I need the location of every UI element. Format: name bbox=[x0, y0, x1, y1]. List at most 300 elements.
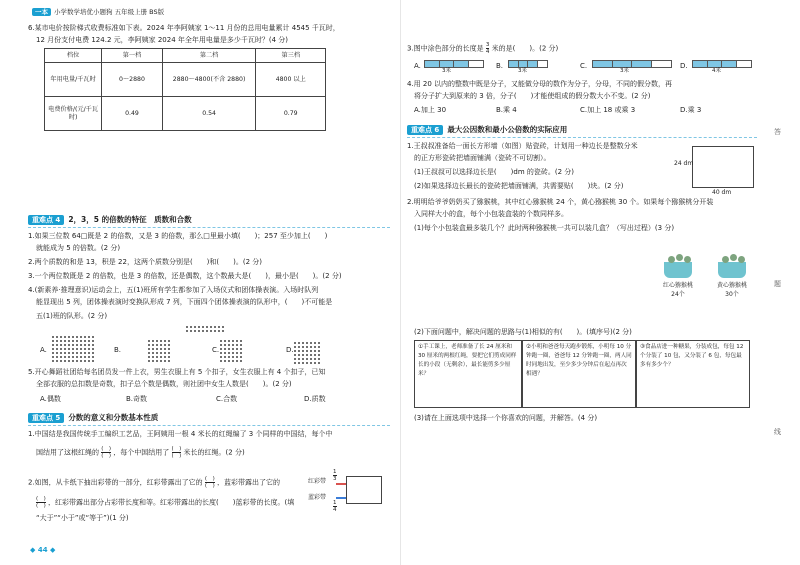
section-tag: 重难点 6 bbox=[407, 125, 443, 136]
formation-dot bbox=[160, 348, 162, 350]
blank-fraction[interactable]: $\frac{( )}{( )}$ bbox=[171, 446, 182, 459]
section-tag: 重难点 5 bbox=[28, 413, 64, 424]
formation-option-a-label[interactable]: A. bbox=[40, 346, 47, 354]
formation-dot bbox=[294, 346, 296, 348]
segment-bar-c bbox=[592, 60, 672, 68]
formation-dot bbox=[224, 344, 226, 346]
formation-dot bbox=[214, 326, 216, 328]
formation-dot bbox=[56, 352, 58, 354]
s5q1-line1: 1.中国结是我国传统手工编织工艺品，王阿姨用一根 4 米长的红绳编了 3 个同样的中国结，每个中 bbox=[28, 430, 333, 438]
s4q5-option-c[interactable]: C.合数 bbox=[216, 395, 238, 403]
q6-line1: 6.某市电价按阶梯式收费标准如下表。2024 年李阿姨家 1～11 月份的总用电量累计 4545 千瓦时， bbox=[28, 24, 340, 32]
formation-dot bbox=[318, 350, 320, 352]
formation-dot bbox=[302, 358, 304, 360]
formation-dot bbox=[306, 350, 308, 352]
bar-segment bbox=[693, 61, 708, 67]
blue-fraction: $\frac{1}{4}$ bbox=[333, 500, 337, 513]
formation-dot bbox=[190, 326, 192, 328]
formation-dot bbox=[222, 330, 224, 332]
formation-dot bbox=[56, 360, 58, 362]
r-q4-option-c[interactable]: C.加上 18 或乘 3 bbox=[580, 106, 636, 114]
formation-dot bbox=[232, 360, 234, 362]
formation-dot bbox=[52, 356, 54, 358]
red-fraction: $\frac{1}{3}$ bbox=[333, 469, 337, 482]
formation-dot bbox=[232, 340, 234, 342]
formation-d-dots bbox=[294, 342, 320, 364]
formation-dot bbox=[228, 356, 230, 358]
formation-dot bbox=[148, 352, 150, 354]
formation-dot bbox=[220, 344, 222, 346]
formation-dot bbox=[64, 344, 66, 346]
r-q3: 3.图中涂色部分的长度是 $\frac{3}{4}$ 米的是( )。(2 分) bbox=[407, 42, 559, 55]
margin-char: 答 bbox=[774, 128, 781, 136]
formation-dot bbox=[148, 344, 150, 346]
bar-segment bbox=[425, 61, 440, 67]
s4q5-line1: 5.开心舞蹈社团给每名团员发一件上衣，男生衣服上有 5 个扣子，女生衣服上有 4 个扣子，已知 bbox=[28, 368, 326, 376]
formation-dot bbox=[228, 352, 230, 354]
formation-dot bbox=[92, 348, 94, 350]
formation-dot bbox=[72, 352, 74, 354]
formation-dot bbox=[236, 352, 238, 354]
table-cell: 电费价格/(元/千瓦时) bbox=[45, 97, 102, 131]
formation-dot bbox=[164, 348, 166, 350]
formation-dot bbox=[80, 360, 82, 362]
formation-dot bbox=[318, 346, 320, 348]
formation-dot bbox=[56, 340, 58, 342]
formation-dot bbox=[84, 356, 86, 358]
s4q1-line2: 就能成为 5 的倍数。(2 分) bbox=[36, 244, 121, 252]
formation-dot bbox=[92, 344, 94, 346]
formation-dot bbox=[76, 360, 78, 362]
formation-dot bbox=[206, 326, 208, 328]
formation-dot bbox=[84, 360, 86, 362]
formation-a-dots bbox=[52, 336, 94, 364]
formation-dot bbox=[314, 342, 316, 344]
formation-dot bbox=[310, 354, 312, 356]
formation-dot bbox=[56, 344, 58, 346]
formation-dot bbox=[314, 354, 316, 356]
formation-dot bbox=[52, 360, 54, 362]
s6q1-b: (2)如果选择边长最长的瓷砖把墙面铺满，共需要贴( )块。(2 分) bbox=[414, 182, 624, 190]
formation-dot bbox=[52, 336, 54, 338]
formation-dot bbox=[224, 340, 226, 342]
s6q2-b: (2)下面问题中，解决问题的思路与(1)相似的有( )。(填序号)(2 分) bbox=[414, 328, 632, 336]
bar-segment bbox=[652, 61, 672, 67]
r-q3-option-a[interactable]: A. bbox=[414, 62, 421, 70]
table-cell: 年用电量/千瓦时 bbox=[45, 63, 102, 97]
blank-fraction[interactable]: $\frac{( )}{( )}$ bbox=[101, 446, 112, 459]
wall-rectangle bbox=[692, 146, 754, 188]
formation-dot bbox=[76, 340, 78, 342]
formation-dot bbox=[236, 356, 238, 358]
blue-ribbon bbox=[336, 497, 346, 499]
formation-dot bbox=[236, 348, 238, 350]
formation-dot bbox=[68, 344, 70, 346]
formation-dot bbox=[310, 342, 312, 344]
section-4-heading bbox=[28, 214, 390, 226]
formation-dot bbox=[240, 356, 242, 358]
formation-dot bbox=[168, 344, 170, 346]
formation-dot bbox=[240, 340, 242, 342]
formation-dot bbox=[156, 360, 158, 362]
segment-bar-b bbox=[508, 60, 548, 68]
formation-dot bbox=[68, 356, 70, 358]
formation-dot bbox=[186, 330, 188, 332]
formation-dot bbox=[310, 358, 312, 360]
formation-dot bbox=[64, 352, 66, 354]
section-tag: 重难点 4 bbox=[28, 215, 64, 226]
formation-dot bbox=[164, 356, 166, 358]
formation-dot bbox=[218, 330, 220, 332]
r-q3-option-c[interactable]: C. bbox=[580, 62, 588, 70]
table-header: 第三档 bbox=[256, 49, 326, 63]
formation-dot bbox=[152, 356, 154, 358]
s5q1-line2: 国结用了这根红绳的 $\frac{( )}{( )}$ ，每个中国结用了 $\frac{( )}{( )}$ 米长的红绳。(2 分) bbox=[36, 446, 245, 459]
s6q2-a: (1)每个小包装盒最多装几个？此时两种猕猴桃一共可以装几盒？（写出过程）(3 分) bbox=[414, 224, 675, 232]
section-title: 最大公因数和最小公倍数的实际应用 bbox=[447, 125, 568, 135]
formation-dot bbox=[84, 340, 86, 342]
formation-dot bbox=[168, 348, 170, 350]
formation-dot bbox=[232, 352, 234, 354]
formation-dot bbox=[88, 336, 90, 338]
formation-dot bbox=[302, 342, 304, 344]
formation-dot bbox=[160, 356, 162, 358]
formation-option-b-label[interactable]: B. bbox=[114, 346, 122, 354]
formation-dot bbox=[202, 326, 204, 328]
table-header: 第一档 bbox=[102, 49, 163, 63]
formation-dot bbox=[80, 336, 82, 338]
bar-segment bbox=[737, 61, 752, 67]
formation-dot bbox=[228, 348, 230, 350]
formation-c-dots bbox=[220, 340, 244, 364]
formation-b-dots bbox=[148, 340, 172, 364]
r-q4-option-b[interactable]: B.乘 4 bbox=[496, 106, 517, 114]
blank-fraction[interactable]: $\frac{( )}{( )}$ bbox=[36, 496, 46, 509]
bar-segment bbox=[708, 61, 723, 67]
bar-segment bbox=[519, 61, 529, 67]
formation-dot bbox=[164, 352, 166, 354]
section-title: 分数的意义和分数基本性质 bbox=[68, 413, 159, 423]
s4q5-option-d[interactable]: D.质数 bbox=[304, 395, 326, 403]
margin-char: 题 bbox=[774, 280, 781, 288]
formation-dot bbox=[298, 342, 300, 344]
electricity-table bbox=[44, 48, 326, 131]
page-spine bbox=[400, 0, 401, 565]
formation-dot bbox=[206, 330, 208, 332]
formation-dot bbox=[56, 336, 58, 338]
formation-dot bbox=[72, 344, 74, 346]
formation-dot bbox=[228, 360, 230, 362]
formation-dot bbox=[168, 340, 170, 342]
red-ribbon bbox=[336, 483, 346, 485]
formation-dot bbox=[298, 358, 300, 360]
formation-dot bbox=[220, 340, 222, 342]
formation-dot bbox=[228, 340, 230, 342]
formation-dot bbox=[60, 348, 62, 350]
s4q1-line1: 1.如果三位数 64□既是 2 的倍数，又是 3 的倍数，那么□里最小填( )；257 至少加上( ) bbox=[28, 232, 328, 240]
formation-dot bbox=[72, 360, 74, 362]
card-paper bbox=[346, 476, 382, 504]
yellow-kiwi-label: 黄心猕猴桃 bbox=[716, 282, 747, 289]
formation-dot bbox=[198, 326, 200, 328]
formation-dot bbox=[76, 348, 78, 350]
formation-dot bbox=[72, 348, 74, 350]
formation-dot bbox=[156, 340, 158, 342]
formation-dot bbox=[156, 344, 158, 346]
formation-dot bbox=[52, 344, 54, 346]
similar-problem-1: ①手工课上，老师准备了长 24 厘米和 30 厘米的两根红绳，要把它们剪成同样长的小段（无剩余），最长能剪多少厘米？ bbox=[414, 340, 522, 408]
formation-dot bbox=[164, 360, 166, 362]
formation-dot bbox=[164, 340, 166, 342]
s5q2-line3: “大于”“小于”或“等于”)(1 分) bbox=[36, 514, 129, 522]
formation-dot bbox=[76, 344, 78, 346]
bar-segment bbox=[632, 61, 652, 67]
formation-dot bbox=[236, 360, 238, 362]
formation-dot bbox=[76, 352, 78, 354]
formation-dot bbox=[220, 356, 222, 358]
formation-dot bbox=[92, 360, 94, 362]
s6q1-a: (1)王叔叔可以选择边长是( )dm 的瓷砖。(2 分) bbox=[414, 168, 575, 176]
formation-dot bbox=[222, 326, 224, 328]
formation-dot bbox=[92, 356, 94, 358]
formation-dot bbox=[210, 330, 212, 332]
formation-dot bbox=[76, 336, 78, 338]
formation-top-dots bbox=[186, 326, 226, 334]
formation-dot bbox=[52, 348, 54, 350]
formation-dot bbox=[84, 344, 86, 346]
formation-dot bbox=[64, 356, 66, 358]
s6q1-line2: 的正方形瓷砖把墙面铺满（瓷砖不可切割）。 bbox=[414, 154, 551, 162]
table-cell: 4800 以上 bbox=[256, 63, 326, 97]
formation-dot bbox=[232, 348, 234, 350]
formation-dot bbox=[148, 356, 150, 358]
formation-dot bbox=[294, 354, 296, 356]
formation-dot bbox=[68, 348, 70, 350]
formation-dot bbox=[156, 356, 158, 358]
formation-dot bbox=[64, 348, 66, 350]
formation-dot bbox=[318, 362, 320, 364]
s4q3: 3.一个两位数既是 2 的倍数，也是 3 的倍数，还是偶数，这个数最大是( )，最小是( )。(2 分) bbox=[28, 272, 342, 280]
formation-dot bbox=[160, 352, 162, 354]
formation-dot bbox=[80, 356, 82, 358]
wall-width-label: 40 dm bbox=[712, 189, 732, 196]
formation-dot bbox=[314, 358, 316, 360]
formation-dot bbox=[240, 348, 242, 350]
formation-dot bbox=[168, 356, 170, 358]
formation-dot bbox=[228, 344, 230, 346]
formation-dot bbox=[88, 360, 90, 362]
formation-dot bbox=[232, 356, 234, 358]
table-cell: 0～2880 bbox=[102, 63, 163, 97]
formation-dot bbox=[60, 344, 62, 346]
formation-dot bbox=[314, 350, 316, 352]
formation-dot bbox=[220, 360, 222, 362]
header-title: 小学数学培优小题狗 五年级上册 BS版 bbox=[54, 8, 165, 16]
formation-dot bbox=[160, 340, 162, 342]
formation-dot bbox=[64, 336, 66, 338]
yellow-kiwi-count: 30个 bbox=[725, 291, 739, 298]
formation-dot bbox=[210, 326, 212, 328]
page-number: ◆ 44 ◆ bbox=[30, 546, 56, 554]
similar-problem-3: ③食品店进一种糖果，分装成包，每包 12 个分装了 10 包，又分装了 6 包，每包最多有多少个？ bbox=[636, 340, 750, 408]
formation-dot bbox=[52, 352, 54, 354]
segment-bar-d bbox=[692, 60, 752, 68]
formation-dot bbox=[148, 340, 150, 342]
formation-dot bbox=[232, 344, 234, 346]
bar-d-label: 4米 bbox=[712, 68, 721, 74]
margin-char: 线 bbox=[774, 428, 781, 436]
s4q4-line1: 4.(新素养·推理意识)运动会上，五(1)班所有学生都参加了入场仪式和团体操表演。入场时队列 bbox=[28, 286, 319, 294]
table-header: 档位 bbox=[45, 49, 102, 63]
formation-dot bbox=[72, 356, 74, 358]
red-kiwi-count: 24个 bbox=[671, 291, 685, 298]
formation-dot bbox=[224, 356, 226, 358]
formation-dot bbox=[72, 340, 74, 342]
formation-dot bbox=[160, 360, 162, 362]
formation-dot bbox=[152, 360, 154, 362]
formation-dot bbox=[240, 352, 242, 354]
formation-option-c-label[interactable]: C. bbox=[212, 346, 220, 354]
s4q4-line2: 能显现出 5 列，团体操表演时变换队形成 7 列，下面四个团体操表演的队形中，( )不可能是 bbox=[36, 298, 333, 306]
formation-dot bbox=[220, 352, 222, 354]
table-cell: 0.54 bbox=[162, 97, 256, 131]
blue-ribbon-label: 蓝彩带 bbox=[308, 494, 327, 501]
formation-dot bbox=[318, 342, 320, 344]
formation-dot bbox=[224, 360, 226, 362]
s4q2: 2.两个质数的和是 13，积是 22，这两个质数分别是( )和( )。(2 分) bbox=[28, 258, 263, 266]
formation-dot bbox=[80, 344, 82, 346]
formation-dot bbox=[186, 326, 188, 328]
formation-dot bbox=[194, 330, 196, 332]
formation-option-d-label[interactable]: D. bbox=[286, 346, 294, 354]
formation-dot bbox=[84, 352, 86, 354]
s6q2-line2: 入同样大小的盒，每个小包装盒装的个数同样多。 bbox=[414, 210, 568, 218]
formation-dot bbox=[92, 352, 94, 354]
formation-dot bbox=[152, 344, 154, 346]
formation-dot bbox=[76, 356, 78, 358]
formation-dot bbox=[298, 354, 300, 356]
formation-dot bbox=[152, 352, 154, 354]
formation-dot bbox=[310, 350, 312, 352]
formation-dot bbox=[240, 360, 242, 362]
bar-segment bbox=[528, 61, 538, 67]
formation-dot bbox=[310, 346, 312, 348]
table-cell: 0.49 bbox=[102, 97, 163, 131]
formation-dot bbox=[84, 348, 86, 350]
formation-dot bbox=[156, 352, 158, 354]
formation-dot bbox=[60, 336, 62, 338]
formation-dot bbox=[298, 346, 300, 348]
red-kiwi-label: 红心猕猴桃 bbox=[662, 282, 693, 289]
r-q3-option-d[interactable]: D. bbox=[680, 62, 688, 70]
formation-dot bbox=[60, 340, 62, 342]
formation-dot bbox=[64, 340, 66, 342]
formation-dot bbox=[68, 340, 70, 342]
formation-dot bbox=[302, 362, 304, 364]
formation-dot bbox=[88, 356, 90, 358]
formation-dot bbox=[318, 354, 320, 356]
s4q4-line3: 五(1)班的队形。(2 分) bbox=[36, 312, 108, 320]
formation-dot bbox=[302, 346, 304, 348]
q6-line2: 12 月份支付电费 124.2 元，李阿姨家 2024 年全年用电量是多少千瓦时？(4 分) bbox=[36, 36, 289, 44]
formation-dot bbox=[52, 340, 54, 342]
formation-dot bbox=[202, 330, 204, 332]
bar-a-label: 3米 bbox=[442, 68, 451, 74]
formation-dot bbox=[298, 362, 300, 364]
formation-dot bbox=[306, 342, 308, 344]
formation-dot bbox=[240, 344, 242, 346]
segment-bar-a bbox=[424, 60, 484, 68]
table-cell: 0.79 bbox=[256, 97, 326, 131]
formation-dot bbox=[80, 348, 82, 350]
s5q2-line2: $\frac{( )}{( )}$ ，红彩带露出部分占彩带长度和等。红彩带露出的长度( )蓝彩带的长度。(填 bbox=[36, 496, 295, 509]
formation-dot bbox=[56, 348, 58, 350]
formation-dot bbox=[152, 348, 154, 350]
formation-dot bbox=[168, 352, 170, 354]
formation-dot bbox=[306, 354, 308, 356]
bar-segment bbox=[469, 61, 484, 67]
formation-dot bbox=[160, 344, 162, 346]
formation-dot bbox=[190, 330, 192, 332]
formation-dot bbox=[148, 348, 150, 350]
formation-dot bbox=[224, 352, 226, 354]
formation-dot bbox=[294, 342, 296, 344]
similar-problem-2: ②小明和爸爸每天跑步锻炼，小明每 10 分钟跑一圈，爸爸每 12 分钟跑一圈，两人同时同地出发，至少多少分钟后在起点再次相遇？ bbox=[522, 340, 636, 408]
blank-fraction[interactable]: $\frac{( )}{( )}$ bbox=[204, 476, 215, 489]
formation-dot bbox=[80, 340, 82, 342]
formation-dot bbox=[198, 330, 200, 332]
bar-b-label: 3米 bbox=[518, 68, 527, 74]
formation-dot bbox=[68, 360, 70, 362]
s5q2-line1: 2.如图，从卡纸下抽出彩带的一部分，红彩带露出了它的 $\frac{( )}{( )}$ ，蓝彩带露出了它的 bbox=[28, 476, 280, 489]
formation-dot bbox=[236, 344, 238, 346]
formation-dot bbox=[306, 346, 308, 348]
section-6-heading bbox=[407, 124, 757, 136]
formation-dot bbox=[224, 348, 226, 350]
r-q3-option-b[interactable]: B. bbox=[496, 62, 504, 70]
red-ribbon-label: 红彩带 bbox=[308, 478, 327, 485]
r-q4-option-d[interactable]: D.乘 3 bbox=[680, 106, 702, 114]
formation-dot bbox=[194, 326, 196, 328]
formation-dot bbox=[298, 350, 300, 352]
formation-dot bbox=[220, 348, 222, 350]
table-cell: 2880～4800(不含 2880) bbox=[162, 63, 256, 97]
s4q5-line2: 全部衣服的总扣数是奇数，扣子总个数是偶数，则社团中女生人数是( )。(2 分) bbox=[36, 380, 292, 388]
formation-dot bbox=[168, 360, 170, 362]
formation-dot bbox=[310, 362, 312, 364]
formation-dot bbox=[294, 362, 296, 364]
s4q5-option-a[interactable]: A.偶数 bbox=[40, 395, 61, 403]
formation-dot bbox=[72, 336, 74, 338]
formation-dot bbox=[68, 336, 70, 338]
r-q4-option-a[interactable]: A.加上 30 bbox=[414, 106, 447, 114]
r-q4-line1: 4.用 20 以内的整数中既是分子，又能做分母的数作为分子，分母，不同的假分数，再 bbox=[407, 80, 673, 88]
bar-segment bbox=[440, 61, 455, 67]
formation-dot bbox=[214, 330, 216, 332]
r-q4-line2: 将分子扩大到原来的 3 倍，分子( )才能使组成的假分数大小不变。(2 分) bbox=[414, 92, 651, 100]
bar-segment bbox=[613, 61, 633, 67]
formation-dot bbox=[60, 356, 62, 358]
formation-dot bbox=[294, 350, 296, 352]
formation-dot bbox=[92, 336, 94, 338]
formation-dot bbox=[80, 352, 82, 354]
yellow-kiwi-basket-icon bbox=[718, 262, 746, 278]
s4q5-option-b[interactable]: B.奇数 bbox=[126, 395, 148, 403]
formation-dot bbox=[148, 360, 150, 362]
formation-dot bbox=[302, 350, 304, 352]
formation-dot bbox=[306, 358, 308, 360]
s6q1-line1: 1.王叔叔准备给一面长方形墙（如图）贴瓷砖，计划用一种边长是整数分米 bbox=[407, 142, 638, 150]
